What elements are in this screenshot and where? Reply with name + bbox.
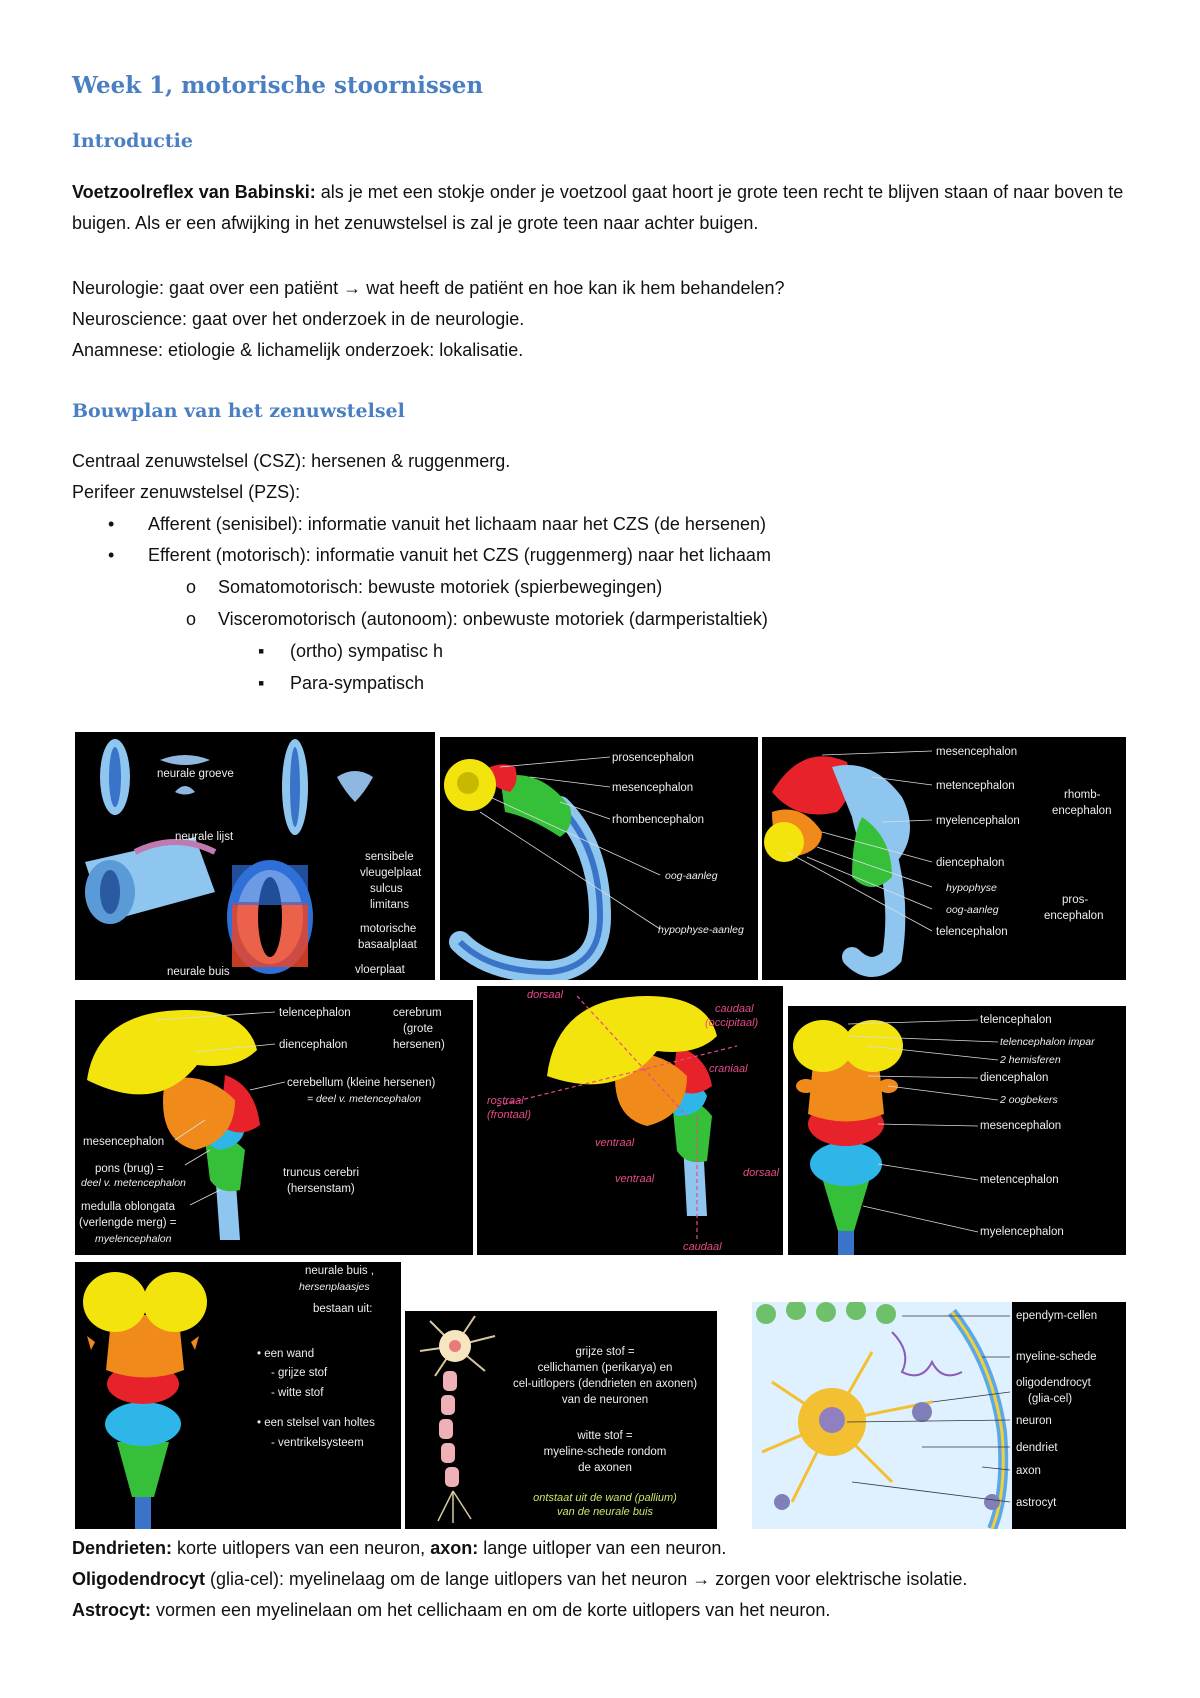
label: myeline-schede [1016, 1351, 1097, 1363]
label: cellichamen (perikarya) en [537, 1362, 673, 1374]
label: telencephalon [980, 1014, 1052, 1026]
label: diencephalon [936, 857, 1005, 869]
label: limitans [370, 899, 409, 911]
label: oog-aanleg [665, 870, 718, 882]
label: cel-uitlopers (dendrieten en axonen) [512, 1378, 698, 1390]
label: cerebrum [393, 1007, 442, 1019]
label: metencephalon [936, 780, 1015, 792]
subsub-bullet-text: Para-sympatisch [290, 673, 425, 693]
label: myelencephalon [980, 1226, 1064, 1238]
label: dorsaal [527, 989, 564, 1001]
label: oog-aanleg [946, 904, 999, 916]
label: caudaal [715, 1003, 754, 1015]
section-heading-introductie: Introductie [72, 130, 193, 152]
dendrieten-line [72, 1533, 1132, 1564]
label: ventraal [595, 1137, 635, 1149]
label: telencephalon impar [1000, 1036, 1095, 1048]
label: encephalon [1052, 805, 1112, 817]
label: truncus cerebri [283, 1167, 360, 1179]
label: vloerplaat [355, 964, 405, 976]
label: 2 oogbekers [1000, 1094, 1058, 1106]
bullet-afferent [108, 509, 766, 540]
label: grijze stof = [575, 1346, 635, 1358]
label: (grote [403, 1023, 434, 1035]
label: myelencephalon [95, 1233, 172, 1245]
label: hypophyse [946, 882, 997, 894]
label: (occipitaal) [705, 1017, 759, 1029]
oligodendrocyt-line [72, 1564, 1132, 1595]
label: (frontaal) [487, 1109, 532, 1121]
pzs-line: Perifeer zenuwstelsel (PZS): [72, 482, 301, 502]
section-heading-bouwplan: Bouwplan van het zenuwstelsel [72, 400, 405, 422]
label: sulcus [370, 883, 403, 895]
bullet-glyph: • [108, 514, 115, 534]
label: deel v. metencephalon [81, 1177, 186, 1189]
label: ventraal [615, 1173, 655, 1185]
astrocyt-line [72, 1595, 1132, 1626]
label: • een wand [257, 1348, 315, 1360]
figure-three-vesicles [440, 737, 758, 980]
sub-bullet-glyph: o [186, 577, 197, 597]
label: mesencephalon [980, 1120, 1062, 1132]
label: van de neurale buis [556, 1506, 654, 1518]
astrocyt-term: Astrocyt: [72, 1600, 152, 1620]
label: neurale buis , [305, 1265, 375, 1277]
label: mesencephalon [83, 1136, 165, 1148]
label: hypophyse-aanleg [658, 924, 744, 936]
label: neurale buis [167, 966, 230, 978]
sub-bullet-text: Visceromotorisch (autonoom): onbewuste motoriek (darmperistaltiek) [218, 609, 768, 629]
label: prosencephalon [612, 752, 694, 764]
label: myeline-schede rondom [543, 1446, 667, 1458]
sub-bullet-text: Somatomotorisch: bewuste motoriek (spierbewegingen) [218, 577, 663, 597]
label: (verlengde merg) = [79, 1217, 177, 1229]
label: bestaan uit: [313, 1303, 373, 1315]
label: dendriet [1016, 1442, 1058, 1454]
label: vleugelplaat [360, 867, 422, 879]
subsub-bullet-text: (ortho) sympatisc h [290, 641, 444, 661]
csz-line: Centraal zenuwstelsel (CSZ): hersenen & ruggenmerg. [72, 451, 511, 471]
label: de axonen [578, 1462, 632, 1474]
astrocyt-text: vormen een myelinelaan om het cellichaam en om de korte uitlopers van het neuron. [151, 1600, 831, 1620]
label: pons (brug) = [95, 1163, 164, 1175]
neurologie-line: Neurologie: gaat over een patiënt → wat heeft de patiënt en hoe kan ik hem behandelen? [72, 278, 785, 298]
label: (glia-cel) [1028, 1393, 1073, 1405]
oligodendrocyt-term: Oligodendrocyt [72, 1569, 206, 1589]
label: encephalon [1044, 910, 1104, 922]
label: craniaal [709, 1063, 748, 1075]
label: cerebellum (kleine hersenen) [287, 1077, 436, 1089]
bullet-glyph: • [108, 545, 115, 565]
dendrieten-text: korte uitlopers van een neuron, [172, 1538, 431, 1558]
page-title: Week 1, motorische stoornissen [72, 72, 484, 99]
axon-text: lange uitloper van een neuron. [478, 1538, 727, 1558]
label: ontstaat uit de wand (pallium) [533, 1492, 677, 1504]
axon-term: axon: [430, 1538, 479, 1558]
subsub-bullet-ortho [258, 636, 443, 667]
label: van de neuronen [561, 1394, 649, 1406]
dendrieten-term: Dendrieten: [72, 1538, 173, 1558]
figure-five-vesicles [762, 737, 1126, 980]
neuroscience-line: Neuroscience: gaat over het onderzoek in de neurologie. [72, 309, 525, 329]
figure-neural-tube [75, 732, 435, 980]
sub-bullet-visceromotorisch [186, 604, 768, 635]
label: = deel v. metencephalon [307, 1093, 421, 1105]
label: ependym-cellen [1016, 1310, 1098, 1322]
figure-orientation [477, 986, 783, 1255]
label: telencephalon [279, 1007, 351, 1019]
anamnese-line: Anamnese: etiologie & lichamelijk onderzoek: lokalisatie. [72, 340, 524, 360]
figure-neuron [405, 1311, 717, 1529]
label: myelencephalon [936, 815, 1020, 827]
label: diencephalon [980, 1072, 1049, 1084]
label: - ventrikelsysteem [271, 1437, 364, 1449]
label: neuron [1016, 1415, 1052, 1427]
label: neurale groeve [157, 768, 234, 780]
label: pros- [1062, 894, 1089, 906]
label: mesencephalon [936, 746, 1018, 758]
label: metencephalon [980, 1174, 1059, 1186]
sub-bullet-somatomotorisch [186, 572, 662, 603]
label: telencephalon [936, 926, 1008, 938]
figure-brain-lateral [75, 1000, 473, 1255]
label: caudaal [683, 1241, 722, 1253]
label: motorische [360, 923, 417, 935]
label: rhomb- [1064, 789, 1101, 801]
label: • een stelsel van holtes [257, 1417, 375, 1429]
label: astrocyt [1016, 1497, 1057, 1509]
label: hersenen) [393, 1039, 445, 1051]
oligodendrocyt-text: (glia-cel): myelinelaag om de lange uitlopers van het neuron → zorgen voor elektrische isolatie. [205, 1569, 968, 1589]
label: - witte stof [271, 1387, 324, 1399]
label: diencephalon [279, 1039, 348, 1051]
label: (hersenstam) [287, 1183, 355, 1195]
label: 2 hemisferen [1000, 1054, 1061, 1066]
label: axon [1016, 1465, 1041, 1477]
babinski-text: als je met een stokje onder je voetzool gaat hoort je grote teen recht te blijven staan of naar boven te buigen. Als er een afwijking in het zenuwstelsel is zal je grote teen naar achter buigen. [72, 182, 1124, 233]
label: sensibele [365, 851, 414, 863]
label: - grijze stof [271, 1367, 328, 1379]
label: hersenplaasjes [299, 1281, 370, 1293]
label: rhombencephalon [612, 814, 705, 826]
figure-neural-tube-walls [75, 1262, 401, 1529]
label: mesencephalon [612, 782, 694, 794]
label: rostraal [487, 1095, 524, 1107]
label: neurale lijst [175, 831, 234, 843]
babinski-paragraph [72, 177, 1132, 239]
sub-bullet-glyph: o [186, 609, 197, 629]
subsub-bullet-glyph: ▪ [258, 673, 265, 693]
bullet-text: Efferent (motorisch): informatie vanuit het CZS (ruggenmerg) naar het lichaam [148, 545, 771, 565]
label: basaalplaat [358, 939, 417, 951]
label: oligodendrocyt [1016, 1377, 1091, 1389]
babinski-term: Voetzoolreflex van Babinski: [72, 182, 316, 202]
label: dorsaal [743, 1167, 780, 1179]
subsub-bullet-glyph: ▪ [258, 641, 265, 661]
bullet-text: Afferent (senisibel): informatie vanuit het lichaam naar het CZS (de hersenen) [148, 514, 766, 534]
label: witte stof = [577, 1430, 633, 1442]
figure-vesicles-dorsal [788, 1006, 1126, 1255]
subsub-bullet-para [258, 668, 424, 699]
label: medulla oblongata [81, 1201, 175, 1213]
figure-glia-cells [752, 1302, 1126, 1529]
bullet-efferent [108, 540, 771, 571]
